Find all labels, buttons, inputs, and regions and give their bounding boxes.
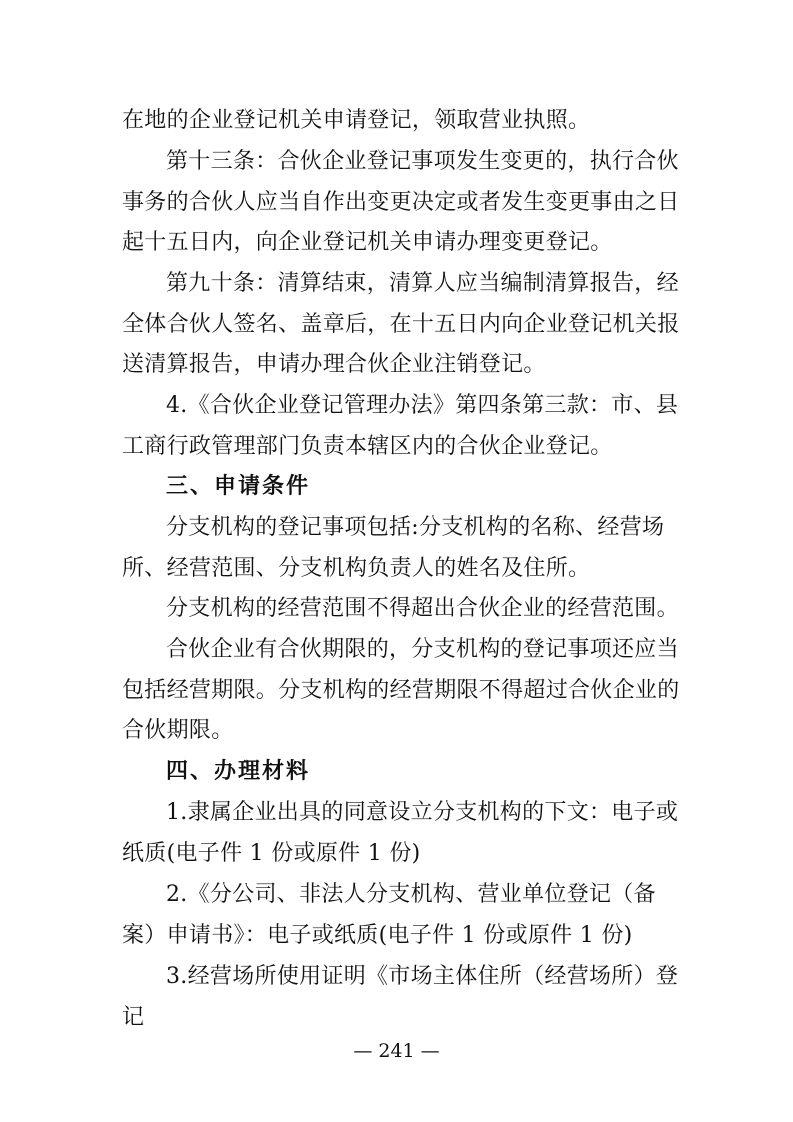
section-heading-materials: 四、办理材料 [166, 759, 311, 784]
paragraph-regulation-4: 4.《合伙企业登记管理办法》第四条第三款：市、县工商行政管理部门负责本辖区内的合伙企业登记。 [122, 393, 679, 459]
paragraph-article-13: 第十三条：合伙企业登记事项发生变更的，执行合伙事务的合伙人应当自作出变更决定或者发生变更事由之日起十五日内，向企业登记机关申请办理变更登记。 [122, 149, 680, 255]
material-item-3: 3.经营场所使用证明《市场主体住所（经营场所）登记 [122, 964, 679, 1030]
paragraph-business-scope: 分支机构的经营范围不得超出合伙企业的经营范围。 [166, 596, 679, 621]
section-heading-conditions: 三、申请条件 [166, 474, 311, 499]
material-item-2: 2.《分公司、非法人分支机构、营业单位登记（备案）申请书》：电子或纸质(电子件 1 份或原件 1 份) [122, 882, 656, 948]
page-number: — 241 — [353, 1040, 440, 1062]
paragraph-article-90: 第九十条：清算结束，清算人应当编制清算报告，经全体合伙人签名、盖章后，在十五日内向企业登记机关报送清算报告，申请办理合伙企业注销登记。 [122, 271, 680, 377]
paragraph-registration-items: 分支机构的登记事项包括:分支机构的名称、经营场所、经营范围、分支机构负责人的姓名及住所。 [122, 515, 665, 581]
paragraph-continuation: 在地的企业登记机关申请登记，领取营业执照。 [122, 108, 591, 133]
paragraph-business-term: 合伙企业有合伙期限的，分支机构的登记事项还应当包括经营期限。分支机构的经营期限不得超过合伙企业的合伙期限。 [122, 637, 680, 743]
material-item-1: 1.隶属企业出具的同意设立分支机构的下文：电子或纸质(电子件 1 份或原件 1 份) [122, 800, 679, 866]
